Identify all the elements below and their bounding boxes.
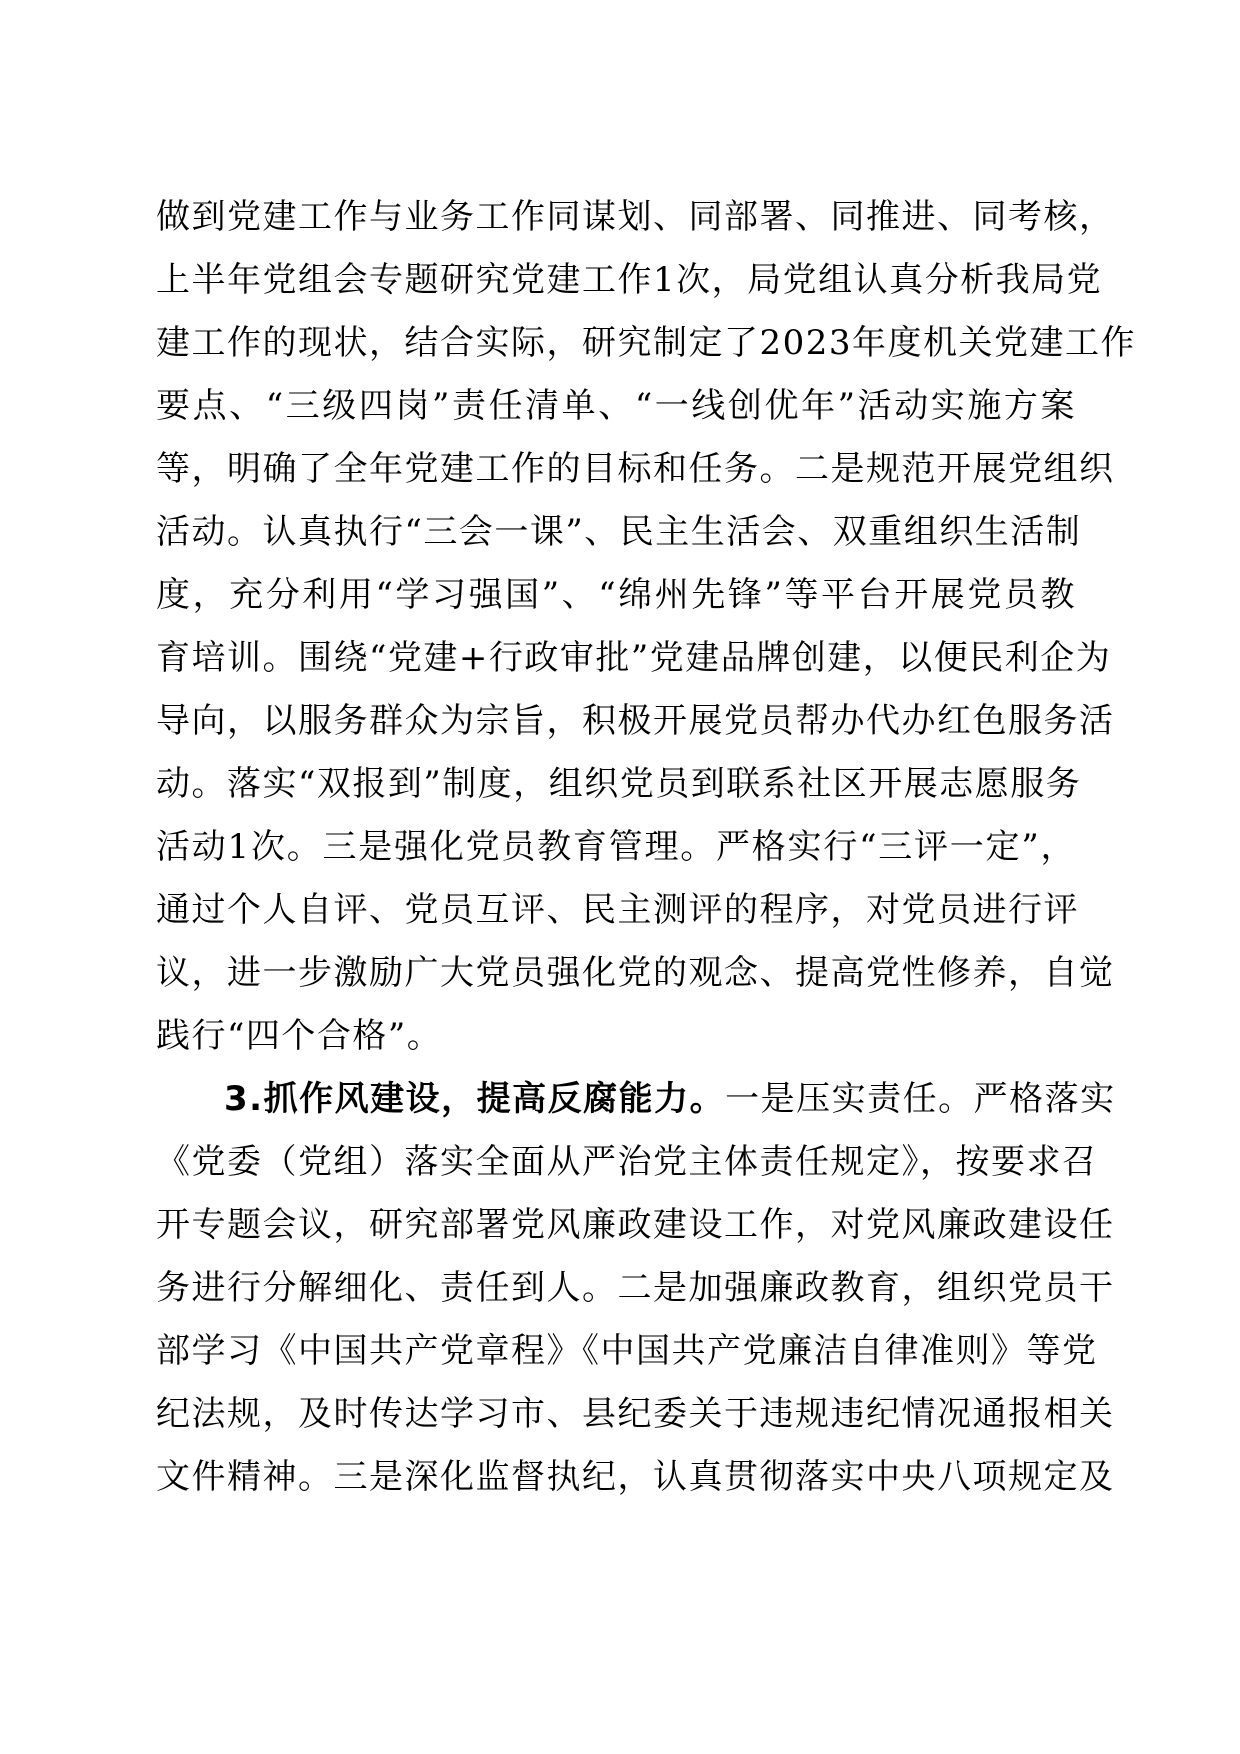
text-line: 等，明确了全年党建工作的目标和任务。二是规范开展党组织: [156, 449, 1115, 489]
text-line: 活动。认真执行“三会一课”、民主生活会、双重组织生活制: [156, 512, 1082, 552]
section-heading: 3.抓作风建设，提高反腐能力。: [224, 1079, 726, 1119]
text-line: 务进行分解细化、责任到人。二是加强廉政教育，组织党员干: [156, 1268, 1115, 1308]
text-line: 践行“四个合格”。: [156, 1016, 443, 1056]
paragraph-work-style: [156, 1068, 1116, 1509]
text-line: 要点、“三级四岗”责任清单、“一线创优年”活动实施方案: [156, 386, 1076, 426]
text-line: 议，进一步激励广大党员强化党的观念、提高党性修养，自觉: [156, 953, 1115, 993]
text-line: 纪法规，及时传达学习市、县纪委关于违规违纪情况通报相关: [156, 1394, 1115, 1434]
text-line: 做到党建工作与业务工作同谋划、同部署、同推进、同考核，: [156, 197, 1115, 237]
text-line: 文件精神。三是深化监督执纪，认真贯彻落实中央八项规定及: [156, 1457, 1115, 1497]
section-first-line: [156, 1068, 1116, 1131]
paragraph-party-building: [156, 186, 1137, 1068]
text-line: 开专题会议，研究部署党风廉政建设工作，对党风廉政建设任: [156, 1205, 1115, 1245]
text-line: 动。落实“双报到”制度，组织党员到联系社区开展志愿服务: [156, 764, 1082, 804]
text-line: 《党委（党组）落实全面从严治党主体责任规定》，按要求召: [156, 1142, 1098, 1182]
text-line: 建工作的现状，结合实际，研究制定了2023年度机关党建工作: [156, 323, 1137, 363]
section-first-line-text: 一是压实责任。严格落实: [725, 1079, 1116, 1119]
document-body: [156, 186, 1137, 1509]
text-line: 部学习《中国共产党章程》《中国共产党廉洁自律准则》等党: [156, 1331, 1098, 1371]
text-line: 度，充分利用“学习强国”、“绵州先锋”等平台开展党员教: [156, 575, 1076, 615]
text-line: 活动1次。三是强化党员教育管理。严格实行“三评一定”，: [156, 827, 1076, 867]
text-line: 上半年党组会专题研究党建工作1次，局党组认真分析我局党: [156, 260, 1103, 300]
text-line: 通过个人自评、党员互评、民主测评的程序，对党员进行评: [156, 890, 1079, 930]
text-line: 导向，以服务群众为宗旨，积极开展党员帮办代办红色服务活: [156, 701, 1115, 741]
text-line: 育培训。围绕“党建+行政审批”党建品牌创建，以便民利企为: [156, 638, 1112, 678]
